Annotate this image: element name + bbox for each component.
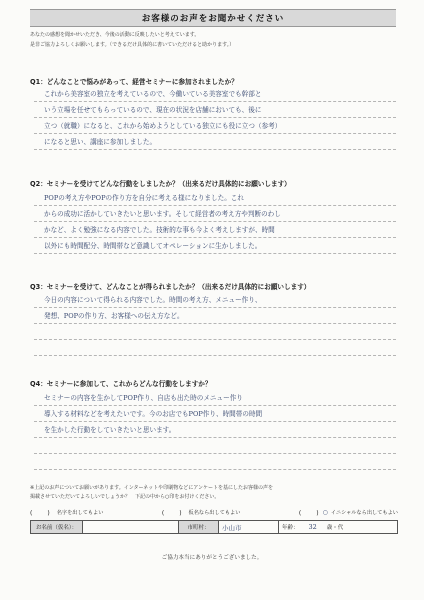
choice-initials[interactable] bbox=[299, 508, 398, 517]
answer-line: になると思い、講座に参加しました。 bbox=[44, 138, 157, 146]
answer-line: 立つ（就職）になると、これから始めようとしている独立にも役に立つ（参考） bbox=[44, 122, 282, 130]
question-2: Q2：セミナーを受けてどんな行動をしましたか？（出来るだけ具体的にお願いします） bbox=[30, 180, 291, 188]
choice-checkbox[interactable]: ( ) bbox=[298, 510, 320, 517]
answer-1 bbox=[44, 86, 398, 150]
answer-2 bbox=[44, 190, 398, 254]
name-field[interactable] bbox=[83, 521, 179, 533]
age-value: 32 bbox=[308, 523, 317, 531]
choice-label: 仮名なら出してもよい bbox=[188, 510, 241, 516]
choice-pseudonym[interactable] bbox=[162, 508, 241, 517]
answer-line: これから美容室の独立を考えているので、今働いている美容室でも幹部と bbox=[44, 90, 262, 98]
age-label: 年齢： bbox=[282, 525, 299, 531]
form-title: お客様のお声をお聞かせください bbox=[141, 14, 285, 24]
answer-line: 今日の内容について得られる内容でした。時間の考え方、メニュー作り、 bbox=[44, 296, 262, 304]
answer-line: からの成功に活かしていきたいと思います。そして経営者の考え方や判断のわし bbox=[44, 210, 281, 218]
city-field[interactable] bbox=[219, 521, 279, 533]
respondent-info-table bbox=[30, 520, 398, 534]
consent-choices bbox=[30, 508, 398, 517]
choice-mark: ○ bbox=[322, 509, 328, 516]
note-line: 掲載させていただいてよろしいでしょうか？ 下記の中から○印をお付けください。 bbox=[30, 494, 220, 500]
choice-label: 名字を出してもよい bbox=[56, 510, 104, 516]
city-value: 小山市 bbox=[222, 523, 242, 532]
question-4: Q4：セミナーに参加して、これからどんな行動をしますか？ bbox=[30, 380, 212, 388]
age-field[interactable] bbox=[279, 521, 397, 533]
answer-line: 導入する材料などを考えたいです。今のお店でもPOP作り、時間帯の時間 bbox=[44, 410, 263, 418]
choice-checkbox[interactable]: ( ) bbox=[161, 510, 183, 517]
answer-line: かなど、よく勉強になる内容でした。技術的な事も今よく考えしますが、時間 bbox=[44, 226, 275, 234]
answer-line: POPの考え方やPOPの作り方を自分に考える様になりました。これ bbox=[44, 194, 244, 202]
city-label: 市町村： bbox=[179, 521, 219, 533]
answer-line: セミナーの内容を生かしてPOP作り、自店も出た時のメニュー作り bbox=[44, 394, 243, 402]
answer-line: 発想、POPの作り方、お客様への伝え方など。 bbox=[44, 312, 184, 320]
answer-line: 以外にも時間配分、時間帯など意識してオペレーションに生かしました。 bbox=[44, 242, 262, 250]
age-unit: 歳・代 bbox=[326, 525, 344, 531]
thanks-message: ご協力本当にありがとうございました。 bbox=[161, 555, 263, 561]
form-title-bar bbox=[30, 9, 396, 27]
choice-label: イニシャルなら出してもよい bbox=[330, 510, 398, 516]
publication-consent-note bbox=[30, 484, 400, 502]
answer-3 bbox=[44, 292, 398, 324]
answer-4 bbox=[44, 390, 398, 438]
intro-line: 是非ご協力よろしくお願いします。（できるだけ具体的に書いていただけると助かります。） bbox=[30, 41, 235, 48]
answer-line: いう立場を任せてもらっているので、現在の状況を店舗においても、後に bbox=[44, 106, 262, 114]
choice-checkbox[interactable]: ( ) bbox=[30, 510, 51, 517]
answer-line: を生かした行動をしていきたいと思います。 bbox=[44, 426, 176, 434]
intro-line: あなたの感想を聞かせいただき、今後の活動に反映したいと考えています。 bbox=[30, 32, 200, 38]
intro-text bbox=[30, 31, 400, 50]
note-line: ※上記のお声についてお願いがあります。インターネットや印刷物などにアンケートを基にしたお客様の声を bbox=[30, 485, 273, 491]
question-3: Q3：セミナーを受けて、どんなことが得られましたか？（出来るだけ具体的にお願いします） bbox=[30, 283, 311, 291]
name-label: お名前（仮名）： bbox=[31, 521, 83, 533]
question-1: Q1：どんなことで悩みがあって、経営セミナーに参加されましたか？ bbox=[30, 78, 238, 86]
choice-surname[interactable] bbox=[30, 508, 103, 517]
